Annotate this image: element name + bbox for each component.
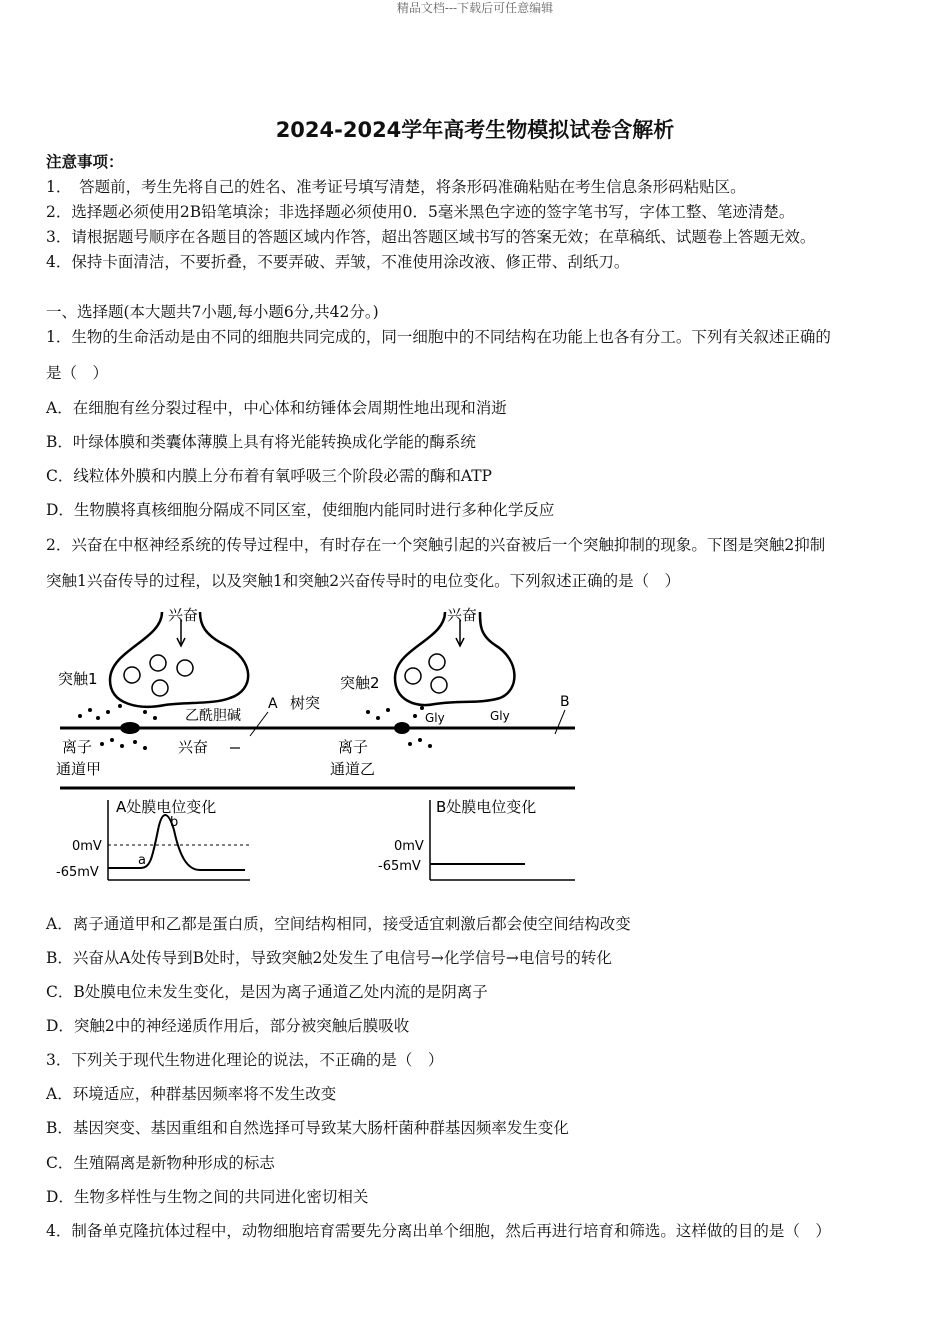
notice-item: 2．选择题必须使用2B铅笔填涂；非选择题必须使用0．5毫米黑色字迹的签字笔书写，字体工整、笔迹清楚。 [46, 203, 795, 221]
vesicle [152, 680, 168, 696]
synapse-figure [50, 600, 590, 890]
vesicle [177, 660, 193, 676]
q2-option-c: C．B处膜电位未发生变化，是因为离子通道乙处内流的是阴离子 [46, 983, 488, 1001]
label-ion-2: 离子 [338, 738, 369, 756]
graph-a-title: A处膜电位变化 [116, 798, 217, 816]
vesicle [124, 667, 140, 683]
synapse1-terminal [110, 612, 248, 707]
q1-stem-cont: 是（ ） [46, 364, 109, 382]
notice-item: 4．保持卡面清洁，不要折叠，不要弄破、弄皱，不准使用涂改液、修正带、刮纸刀。 [46, 253, 630, 271]
q1-option-b: B．叶绿体膜和类囊体薄膜上具有将光能转换成化学能的酶系统 [46, 433, 476, 451]
label-gly-2: Gly [490, 709, 510, 723]
section-heading: 一、选择题(本大题共7小题,每小题6分,共42分。) [46, 303, 379, 321]
vesicle [431, 677, 447, 693]
label-excite-1: 兴奋 [168, 606, 199, 624]
q3-stem: 3．下列关于现代生物进化理论的说法，不正确的是（ ） [46, 1051, 444, 1069]
label-channel-yi: 通道乙 [330, 760, 376, 778]
page-header: 精品文档---下载后可任意编辑 [396, 1, 554, 15]
q2-option-a: A．离子通道甲和乙都是蛋白质，空间结构相同，接受适宜刺激后都会使空间结构改变 [46, 915, 631, 933]
q2-stem: 2．兴奋在中枢神经系统的传导过程中，有时存在一个突触引起的兴奋被后一个突触抑制的现象。下图是突触2抑制 [46, 536, 826, 554]
q1-option-c: C．线粒体外膜和内膜上分布着有氧呼吸三个阶段必需的酶和ATP [46, 467, 492, 485]
graph-b-0mv: 0mV [394, 839, 424, 854]
ion-channel-jia [120, 722, 140, 734]
graph-b-title: B处膜电位变化 [436, 798, 537, 816]
q1-option-a: A．在细胞有丝分裂过程中，中心体和纺锤体会周期性地出现和消逝 [46, 399, 507, 417]
label-gly-1: Gly [425, 711, 445, 725]
ion-channel-yi [394, 722, 410, 734]
q4-stem: 4．制备单克隆抗体过程中，动物细胞培育需要先分离出单个细胞，然后再进行培育和筛选。这样做的目的是（ ） [46, 1222, 831, 1240]
label-ion: 离子 [62, 738, 93, 756]
q3-option-b: B．基因突变、基因重组和自然选择可导致某大肠杆菌种群基因频率发生变化 [46, 1119, 569, 1137]
graph-a-point-a: a [138, 853, 146, 868]
q3-option-a: A．环境适应，种群基因频率将不发生改变 [46, 1085, 337, 1103]
vesicle [429, 654, 445, 670]
q1-stem: 1．生物的生命活动是由不同的细胞共同完成的，同一细胞中的不同结构在功能上也各有分工。下列有关叙述正确的 [46, 328, 831, 346]
label-a: A [268, 696, 278, 712]
label-synapse1: 突触1 [58, 670, 98, 688]
q2-stem-cont: 突触1兴奋传导的过程，以及突触1和突触2兴奋传导时的电位变化。下列叙述正确的是（ ） [46, 572, 681, 590]
b-pointer [555, 710, 565, 734]
graph-a-point-b: b [170, 815, 179, 830]
graph-b-65mv: -65mV [378, 859, 421, 874]
label-b: B [560, 694, 570, 710]
vesicle [150, 655, 166, 671]
label-ach: 乙酰胆碱 [185, 708, 241, 724]
label-excite-2: 兴奋 [447, 606, 478, 624]
a-pointer [250, 712, 268, 736]
label-synapse2: 突触2 [340, 674, 380, 692]
notice-heading: 注意事项： [46, 152, 124, 171]
q3-option-c: C．生殖隔离是新物种形成的标志 [46, 1154, 275, 1172]
label-excite-arrow: 兴奋 [178, 738, 209, 756]
q3-option-d: D．生物多样性与生物之间的共同进化密切相关 [46, 1188, 369, 1206]
page-title: 2024-2024学年高考生物模拟试卷含解析 [275, 118, 675, 142]
graph-a-0mv: 0mV [72, 839, 102, 854]
label-dendrite: 树突 [290, 694, 321, 712]
graph-a-65mv: -65mV [56, 865, 99, 880]
q1-option-d: D．生物膜将真核细胞分隔成不同区室，使细胞内能同时进行多种化学反应 [46, 501, 555, 519]
q2-option-d: D．突触2中的神经递质作用后，部分被突触后膜吸收 [46, 1017, 410, 1035]
q2-option-b: B．兴奋从A处传导到B处时，导致突触2处发生了电信号→化学信号→电信号的转化 [46, 949, 612, 967]
synapse2-terminal [395, 612, 514, 705]
vesicle [405, 668, 421, 684]
notice-item: 3．请根据题号顺序在各题目的答题区域内作答，超出答题区域书写的答案无效；在草稿纸、试题卷上答题无效。 [46, 228, 816, 246]
label-channel-jia: 通道甲 [56, 760, 102, 778]
notice-item: 1． 答题前，考生先将自己的姓名、准考证号填写清楚，将条形码准确粘贴在考生信息条形码粘贴区。 [46, 178, 746, 196]
